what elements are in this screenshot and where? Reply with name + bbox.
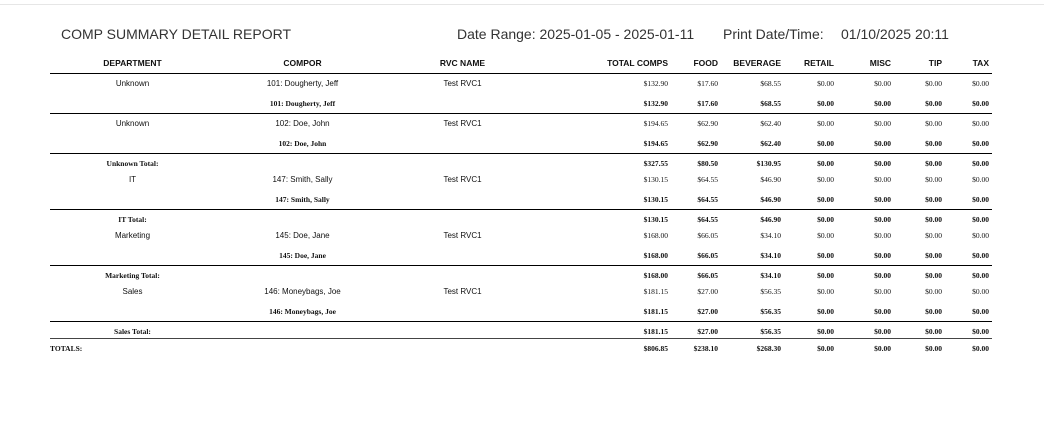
cell-compor [215, 154, 390, 171]
cell-total-comps: $130.15 [535, 189, 671, 210]
table-row [50, 114, 992, 134]
cell-compor: 102: Doe, John [215, 133, 390, 154]
cell-retail: $0.00 [784, 133, 837, 154]
cell-total-comps: $181.15 [535, 301, 671, 322]
cell-tip: $0.00 [894, 322, 945, 339]
cell-retail: $0.00 [784, 154, 837, 171]
cell-compor: 147: Smith, Sally [215, 189, 390, 210]
cell-total-comps: $132.90 [535, 93, 671, 114]
col-total-comps: TOTAL COMPS [535, 53, 671, 74]
cell-rvc-name [390, 154, 535, 171]
cell-misc: $0.00 [837, 245, 894, 266]
cell-rvc-name: Test RVC1 [443, 79, 482, 88]
employee-subtotal-row [50, 189, 992, 210]
cell-misc: $0.00 [874, 79, 891, 88]
col-rvc-name: RVC NAME [390, 53, 535, 74]
cell-food: $62.90 [697, 119, 718, 128]
cell-total-comps: $168.00 [535, 266, 671, 283]
cell-retail: $0.00 [817, 119, 834, 128]
cell-beverage: $34.10 [721, 245, 784, 266]
cell-beverage: $46.90 [721, 210, 784, 227]
cell-tax: $0.00 [945, 189, 992, 210]
cell-beverage: $62.40 [760, 119, 781, 128]
cell-rvc-name [390, 339, 535, 356]
cell-tax: $0.00 [945, 245, 992, 266]
cell-retail: $0.00 [784, 266, 837, 283]
print-datetime-value: 01/10/2025 20:11 [841, 26, 949, 42]
cell-food: $27.00 [671, 301, 721, 322]
cell-tip: $0.00 [925, 119, 942, 128]
cell-compor: 102: Doe, John [275, 119, 330, 128]
col-food: FOOD [671, 53, 721, 74]
cell-food: $64.55 [671, 189, 721, 210]
cell-food: $80.50 [671, 154, 721, 171]
cell-rvc-name [390, 189, 535, 210]
cell-tip: $0.00 [925, 231, 942, 240]
cell-total-comps: $130.15 [643, 175, 668, 184]
employee-subtotal-row [50, 301, 992, 322]
cell-department: TOTALS: [50, 339, 215, 356]
cell-compor [215, 339, 390, 356]
cell-misc: $0.00 [837, 322, 894, 339]
cell-misc: $0.00 [837, 266, 894, 283]
cell-misc: $0.00 [837, 189, 894, 210]
cell-tax: $0.00 [972, 79, 989, 88]
cell-food: $17.60 [697, 79, 718, 88]
cell-department: Sales Total: [50, 322, 215, 339]
cell-rvc-name [390, 133, 535, 154]
cell-food: $17.60 [671, 93, 721, 114]
cell-tip: $0.00 [894, 210, 945, 227]
cell-food: $66.05 [671, 266, 721, 283]
cell-rvc-name: Test RVC1 [443, 175, 482, 184]
table-row [50, 74, 992, 94]
cell-department: IT Total: [50, 210, 215, 227]
cell-beverage: $130.95 [721, 154, 784, 171]
cell-beverage: $68.55 [760, 79, 781, 88]
cell-misc: $0.00 [874, 287, 891, 296]
cell-department: Unknown Total: [50, 154, 215, 171]
cell-compor: 145: Doe, Jane [215, 245, 390, 266]
report-title: COMP SUMMARY DETAIL REPORT [61, 26, 292, 42]
cell-total-comps: $181.15 [535, 322, 671, 339]
cell-beverage: $46.90 [721, 189, 784, 210]
report-header [0, 26, 1044, 42]
cell-beverage: $268.30 [721, 339, 784, 356]
cell-beverage: $56.35 [721, 322, 784, 339]
cell-misc: $0.00 [874, 175, 891, 184]
cell-tax: $0.00 [945, 210, 992, 227]
department-total-row [50, 154, 992, 171]
print-datetime-label: Print Date/Time: [723, 26, 824, 42]
comp-summary-table [50, 53, 992, 355]
cell-rvc-name [390, 210, 535, 227]
department-total-row [50, 210, 992, 227]
cell-retail: $0.00 [817, 287, 834, 296]
col-retail: RETAIL [784, 53, 837, 74]
col-beverage: BEVERAGE [721, 53, 784, 74]
cell-compor [215, 210, 390, 227]
cell-total-comps: $130.15 [535, 210, 671, 227]
cell-department [50, 133, 215, 154]
cell-compor: 146: Moneybags, Joe [215, 301, 390, 322]
cell-food: $238.10 [671, 339, 721, 356]
cell-department: Marketing [114, 231, 151, 240]
cell-retail: $0.00 [784, 339, 837, 356]
cell-tax: $0.00 [972, 119, 989, 128]
cell-total-comps: $168.00 [643, 231, 668, 240]
department-total-row [50, 266, 992, 283]
cell-misc: $0.00 [837, 210, 894, 227]
cell-total-comps: $181.15 [643, 287, 668, 296]
table-row [50, 226, 992, 245]
cell-department: Marketing Total: [50, 266, 215, 283]
cell-food: $62.90 [671, 133, 721, 154]
cell-food: $64.55 [697, 175, 718, 184]
cell-food: $66.05 [671, 245, 721, 266]
cell-retail: $0.00 [784, 301, 837, 322]
cell-department: Sales [122, 287, 143, 296]
cell-beverage: $62.40 [721, 133, 784, 154]
cell-tax: $0.00 [945, 301, 992, 322]
cell-department: Unknown [115, 79, 150, 88]
cell-tax: $0.00 [972, 287, 989, 296]
col-compor: COMPOR [215, 53, 390, 74]
col-department: DEPARTMENT [50, 53, 215, 74]
cell-beverage: $56.35 [760, 287, 781, 296]
cell-compor: 101: Dougherty, Jeff [215, 93, 390, 114]
cell-retail: $0.00 [784, 189, 837, 210]
col-tip: TIP [894, 53, 945, 74]
cell-rvc-name [390, 301, 535, 322]
department-total-row [50, 322, 992, 339]
cell-compor: 146: Moneybags, Joe [264, 287, 341, 296]
cell-rvc-name [390, 322, 535, 339]
cell-rvc-name: Test RVC1 [443, 287, 482, 296]
cell-tip: $0.00 [894, 339, 945, 356]
table-body [50, 74, 992, 356]
cell-compor [215, 266, 390, 283]
col-misc: MISC [837, 53, 894, 74]
cell-rvc-name [390, 93, 535, 114]
cell-rvc-name [390, 245, 535, 266]
cell-tax: $0.00 [945, 339, 992, 356]
cell-total-comps: $168.00 [535, 245, 671, 266]
cell-tip: $0.00 [894, 93, 945, 114]
cell-department: Unknown [115, 119, 150, 128]
cell-tip: $0.00 [894, 301, 945, 322]
cell-rvc-name: Test RVC1 [443, 231, 482, 240]
cell-food: $27.00 [671, 322, 721, 339]
cell-food: $64.55 [671, 210, 721, 227]
cell-tip: $0.00 [894, 266, 945, 283]
cell-misc: $0.00 [837, 133, 894, 154]
cell-compor: 101: Dougherty, Jeff [266, 79, 339, 88]
cell-tax: $0.00 [972, 175, 989, 184]
grand-total-row [50, 339, 992, 356]
cell-retail: $0.00 [817, 175, 834, 184]
cell-misc: $0.00 [837, 339, 894, 356]
cell-tip: $0.00 [925, 79, 942, 88]
cell-beverage: $34.10 [760, 231, 781, 240]
cell-rvc-name [390, 266, 535, 283]
cell-tip: $0.00 [894, 154, 945, 171]
cell-total-comps: $327.55 [535, 154, 671, 171]
cell-retail: $0.00 [784, 210, 837, 227]
cell-tax: $0.00 [945, 322, 992, 339]
cell-tax: $0.00 [945, 154, 992, 171]
cell-rvc-name: Test RVC1 [443, 119, 482, 128]
cell-department [50, 301, 215, 322]
cell-misc: $0.00 [874, 119, 891, 128]
cell-tip: $0.00 [894, 133, 945, 154]
cell-misc: $0.00 [837, 301, 894, 322]
cell-retail: $0.00 [784, 322, 837, 339]
table-header-row [50, 53, 992, 74]
cell-total-comps: $194.65 [535, 133, 671, 154]
cell-compor: 147: Smith, Sally [272, 175, 333, 184]
cell-department [50, 93, 215, 114]
cell-compor: 145: Doe, Jane [275, 231, 330, 240]
cell-tax: $0.00 [972, 231, 989, 240]
cell-department [50, 189, 215, 210]
cell-tip: $0.00 [894, 189, 945, 210]
cell-total-comps: $132.90 [643, 79, 668, 88]
cell-misc: $0.00 [874, 231, 891, 240]
col-tax: TAX [945, 53, 992, 74]
page-top-divider [0, 4, 1044, 5]
cell-total-comps: $806.85 [535, 339, 671, 356]
cell-retail: $0.00 [817, 231, 834, 240]
cell-tip: $0.00 [925, 175, 942, 184]
employee-subtotal-row [50, 245, 992, 266]
cell-tip: $0.00 [925, 287, 942, 296]
cell-tax: $0.00 [945, 93, 992, 114]
cell-misc: $0.00 [837, 93, 894, 114]
table-row [50, 170, 992, 189]
cell-retail: $0.00 [817, 79, 834, 88]
cell-tax: $0.00 [945, 266, 992, 283]
cell-retail: $0.00 [784, 93, 837, 114]
cell-total-comps: $194.65 [643, 119, 668, 128]
employee-subtotal-row [50, 93, 992, 114]
cell-tax: $0.00 [945, 133, 992, 154]
cell-beverage: $34.10 [721, 266, 784, 283]
cell-tip: $0.00 [894, 245, 945, 266]
date-range: Date Range: 2025-01-05 - 2025-01-11 [457, 26, 695, 42]
table-row [50, 282, 992, 301]
cell-food: $66.05 [697, 231, 718, 240]
cell-food: $27.00 [697, 287, 718, 296]
cell-beverage: $68.55 [721, 93, 784, 114]
cell-beverage: $56.35 [721, 301, 784, 322]
cell-retail: $0.00 [784, 245, 837, 266]
cell-misc: $0.00 [837, 154, 894, 171]
cell-department: IT [128, 175, 137, 184]
cell-compor [215, 322, 390, 339]
employee-subtotal-row [50, 133, 992, 154]
cell-department [50, 245, 215, 266]
cell-beverage: $46.90 [760, 175, 781, 184]
